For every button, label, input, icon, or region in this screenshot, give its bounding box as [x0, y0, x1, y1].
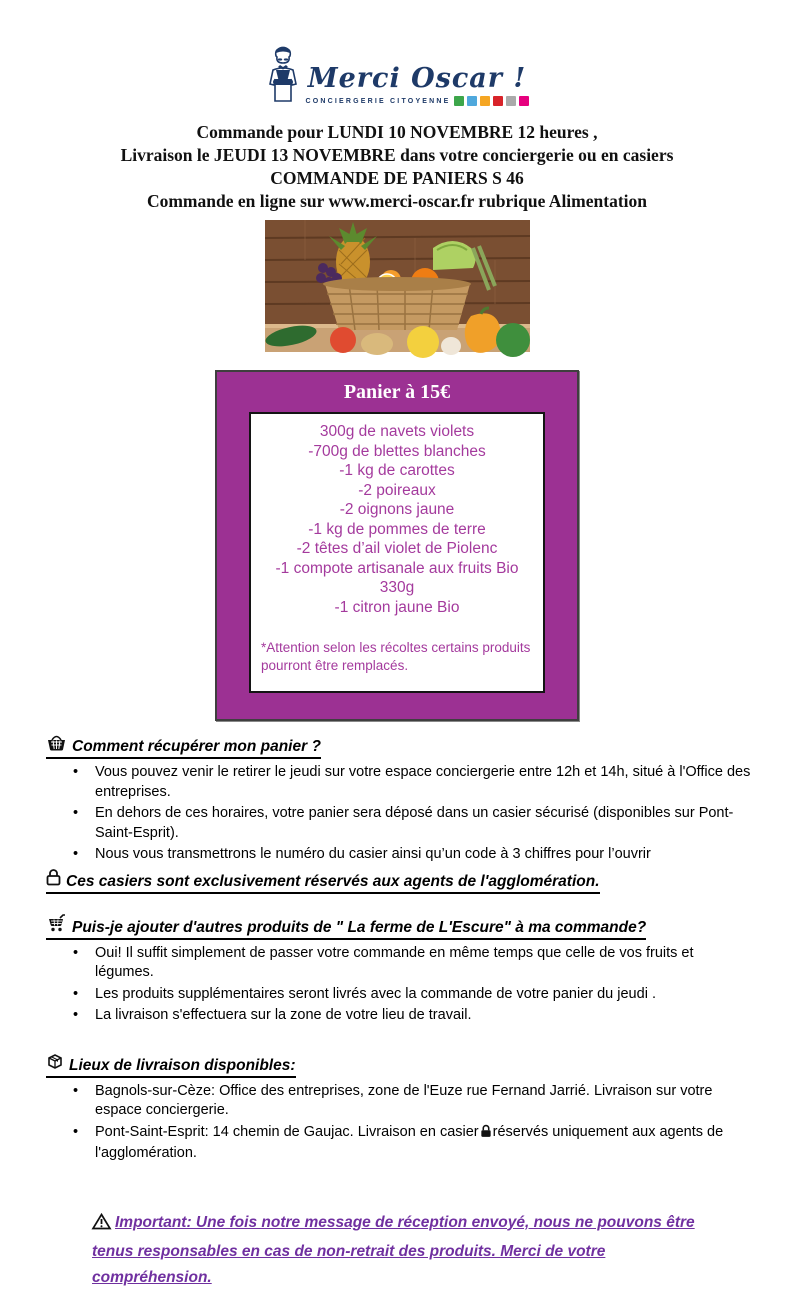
warning-triangle-icon — [92, 1213, 111, 1239]
panier-substitution-note: *Attention selon les récoltes certains produits pourront être remplacés. — [261, 639, 533, 675]
logo-square-green — [454, 96, 464, 106]
panier-item: -1 kg de pommes de terre — [261, 520, 533, 540]
important-text: Important: Une fois notre message de réception envoyé, nous ne pouvons être tenus responsables en cas de non-retrait des produits. Merci de votre compréhension. — [92, 1214, 695, 1286]
shopping-cart-icon — [46, 914, 67, 937]
header-line-1: Commande pour LUNDI 10 NOVEMBRE 12 heures , — [0, 121, 794, 144]
logo-square-gray — [506, 96, 516, 106]
panier-contents-card — [249, 412, 545, 693]
bullet-item: • En dehors de ces horaires, votre panier sera déposé dans un casier sécurisé (disponibles sur Pont-Saint-Esprit). — [46, 804, 754, 843]
header-line-2: Livraison le JEUDI 13 NOVEMBRE dans votre conciergerie ou en casiers — [0, 144, 794, 167]
bullet-item: • Bagnols-sur-Cèze: Office des entreprises, zone de l'Euze rue Fernand Jarrié. Livraison sur votre espace conciergerie. — [46, 1082, 754, 1121]
bullet-item: • Vous pouvez venir le retirer le jeudi sur votre espace conciergerie entre 12h et 14h, situé à l'Office des entreprises. — [46, 763, 754, 802]
section-recuperer-header — [46, 734, 321, 759]
section-lieux-title: Lieux de livraison disponibles: — [69, 1056, 296, 1075]
flyer-page — [0, 46, 794, 1169]
brand-name: Merci Oscar ! — [308, 64, 527, 94]
section-lieux-header — [46, 1052, 296, 1078]
casiers-note-header — [46, 868, 600, 894]
panier-item: -2 oignons jaune — [261, 500, 533, 520]
lieux-bullet-list — [46, 1082, 754, 1164]
panier-title: Panier à 15€ — [217, 381, 577, 404]
panier-item: -1 kg de carottes — [261, 461, 533, 481]
panier-item: -700g de blettes blanches — [261, 442, 533, 462]
bullet-item: • Les produits supplémentaires seront livrés avec la commande de votre panier du jeudi . — [46, 985, 754, 1005]
basket-icon — [46, 734, 67, 756]
casier-lock-icon — [480, 1124, 492, 1145]
recuperer-bullet-list — [46, 763, 754, 865]
order-header — [0, 121, 794, 213]
section-ajouter-title: Puis-je ajouter d'autres produits de " La ferme de L'Escure" à ma commande? — [72, 918, 646, 937]
panier-item: -2 poireaux — [261, 481, 533, 501]
fruit-basket-photo — [265, 220, 530, 352]
lock-icon — [46, 868, 61, 891]
casiers-note-text: Ces casiers sont exclusivement réservés aux agents de l'agglomération. — [66, 872, 600, 891]
logo-square-red — [493, 96, 503, 106]
ajouter-bullet-list — [46, 944, 754, 1026]
header-line-3: COMMANDE DE PANIERS S 46 — [0, 167, 794, 190]
info-sections — [46, 734, 754, 1291]
panier-item: 300g de navets violets — [261, 422, 533, 442]
merci-oscar-logo — [0, 46, 794, 109]
package-icon — [46, 1052, 64, 1075]
header-line-4: Commande en ligne sur www.merci-oscar.fr rubrique Alimentation — [0, 190, 794, 213]
logo-square-pink — [519, 96, 529, 106]
bullet-item — [46, 1123, 754, 1164]
panier-offer-box — [215, 370, 579, 721]
concierge-man-icon — [265, 46, 301, 109]
section-ajouter-header — [46, 914, 646, 940]
logo-square-blue — [467, 96, 477, 106]
panier-item: -1 citron jaune Bio — [261, 598, 533, 618]
section-recuperer-title: Comment récupérer mon panier ? — [72, 737, 321, 756]
bullet-item: • Oui! Il suffit simplement de passer votre commande en même temps que celle de vos fruits et légumes. — [46, 944, 754, 983]
panier-item: -2 têtes d’ail violet de Piolenc — [261, 539, 533, 559]
important-notice — [92, 1210, 714, 1291]
bullet-text-after-lock: réservés uniquement aux agents de l'agglomération. — [95, 1124, 723, 1162]
bullet-item: • Nous vous transmettrons le numéro du casier ainsi qu’un code à 3 chiffres pour l’ouvrir — [46, 845, 754, 865]
bullet-text-before-lock: Pont-Saint-Esprit: 14 chemin de Gaujac. Livraison en casier — [95, 1124, 479, 1140]
logo-square-orange — [480, 96, 490, 106]
bullet-item: • La livraison s'effectuera sur la zone de votre lieu de travail. — [46, 1006, 754, 1026]
panier-item: -1 compote artisanale aux fruits Bio 330g — [261, 559, 533, 598]
brand-tagline: CONCIERGERIE CITOYENNE — [305, 98, 450, 105]
